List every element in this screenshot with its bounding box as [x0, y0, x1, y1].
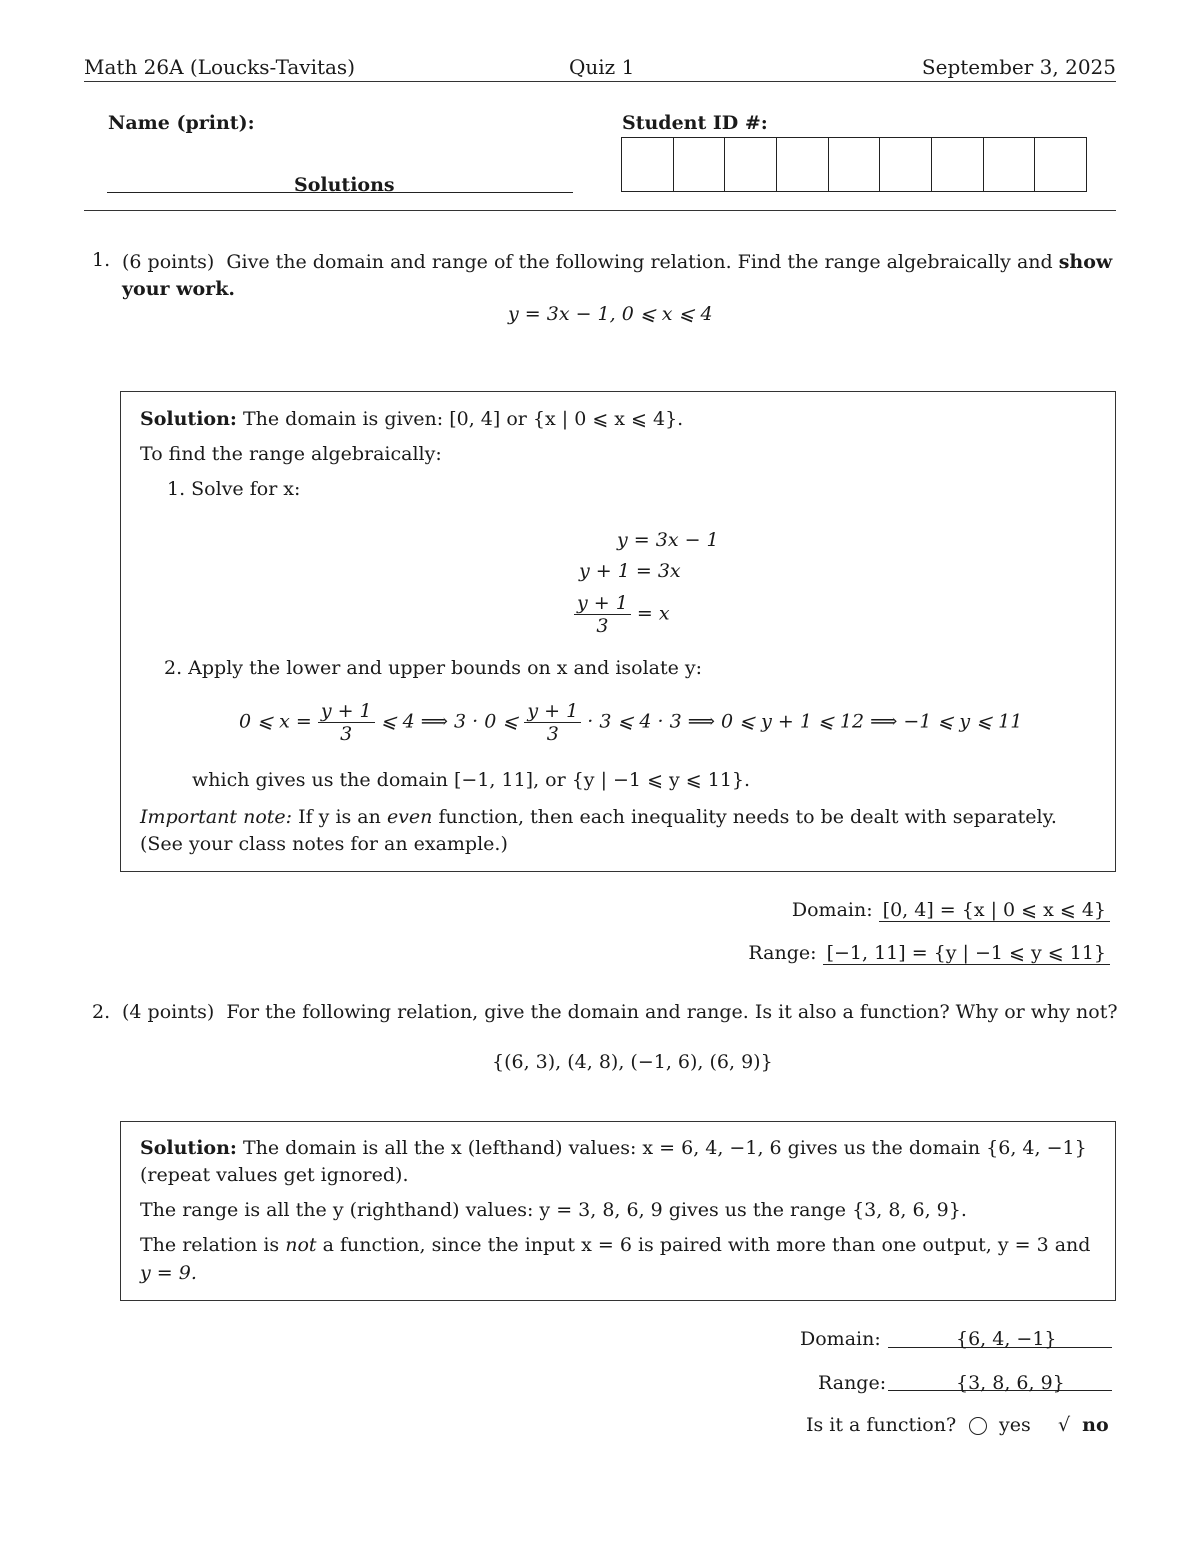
quiz-title: Quiz 1 — [569, 55, 635, 79]
q2-answer-domain-label: Domain: — [800, 1328, 881, 1350]
q1-note-c: class notes for an example.) — [238, 833, 508, 855]
q2-prompt-text: For the following relation, give the domain and range. Is it also a function? Why or why not? — [226, 1001, 1118, 1023]
id-digit-box[interactable] — [725, 138, 777, 191]
q1-inequality-chain — [239, 700, 1022, 745]
q1-note-label: Important note: — [140, 806, 293, 828]
q2-answer-range-label: Range: — [818, 1372, 887, 1394]
q1-equation: y = 3x − 1, 0 ⩽ x ⩽ 4 — [508, 303, 713, 325]
q1-chain-part-b: ⩽ 4 ⟹ 3 · 0 ⩽ — [380, 710, 519, 733]
id-digit-box[interactable] — [622, 138, 674, 191]
q1-note-a: If y is an — [298, 806, 381, 828]
id-digit-box[interactable] — [674, 138, 726, 191]
q2-line4b: a function, since the input x = 6 is paired with more than one output, y = 3 and — [322, 1234, 1091, 1256]
id-digit-box[interactable] — [777, 138, 829, 191]
q2-solution-label: Solution: — [140, 1137, 237, 1159]
quiz-date: September 3, 2025 — [921, 55, 1116, 79]
header-rule — [84, 81, 1116, 82]
student-id-label: Student ID #: — [622, 112, 768, 134]
q1-eq3-rhs: = x — [636, 602, 670, 625]
q1-solution-line-domain — [140, 408, 683, 430]
q1-note — [140, 804, 1100, 858]
name-label: Name (print): — [108, 112, 255, 134]
q1-chain-denominator-2: 3 — [546, 723, 559, 745]
q1-note-even: even — [386, 806, 433, 828]
q1-answer-domain-label: Domain: — [791, 899, 873, 921]
id-digit-box[interactable] — [829, 138, 881, 191]
q1-answer-range — [748, 942, 1110, 964]
q1-chain-numerator-2: y + 1 — [524, 700, 581, 723]
yes-radio-circle[interactable] — [969, 1417, 987, 1435]
q2-function-label: Is it a function? — [806, 1414, 957, 1436]
q1-note-b: function, then each inequality needs to be dealt with separately. (See your — [140, 806, 1057, 855]
no-label: no — [1082, 1414, 1109, 1436]
id-digit-box[interactable] — [932, 138, 984, 191]
q2-solution-line1 — [140, 1137, 1087, 1159]
q1-eq3-denominator: 3 — [596, 615, 609, 637]
q2-no-option[interactable] — [1058, 1414, 1109, 1436]
q1-prompt-text: Give the domain and range of the following relation. Find the range algebraically and — [226, 251, 1053, 273]
q1-eq3 — [574, 592, 670, 637]
q2-line3: The range is all the y (righthand) values: y = 3, 8, 6, 9 gives us the range {3, 8, 6, 9}. — [140, 1199, 967, 1221]
q1-chain-denominator: 3 — [340, 723, 353, 745]
id-digit-box[interactable] — [880, 138, 932, 191]
q1-eq1: y = 3x − 1 — [617, 529, 719, 551]
q1-points: (6 points) — [122, 251, 215, 273]
yes-label: yes — [999, 1414, 1031, 1436]
student-id-boxes[interactable] — [621, 137, 1087, 192]
q2-line4 — [140, 1234, 1090, 1256]
id-digit-box[interactable] — [984, 138, 1036, 191]
q2-line4-not: not — [285, 1234, 317, 1256]
q1-intro: To find the range algebraically: — [140, 443, 442, 465]
q2-prompt — [122, 1001, 1118, 1023]
q1-step2: 2. Apply the lower and upper bounds on x and isolate y: — [164, 657, 703, 679]
q1-gives: which gives us the domain [−1, 11], or {y | −1 ⩽ y ⩽ 11}. — [192, 769, 751, 791]
q1-eq3-numerator: y + 1 — [574, 592, 631, 615]
q2-number: 2. — [92, 1001, 111, 1023]
q1-answer-domain-value: [0, 4] = {x | 0 ⩽ x ⩽ 4} — [879, 899, 1110, 922]
q2-line2: (repeat values get ignored). — [140, 1164, 409, 1186]
q2-line1: The domain is all the x (lefthand) values: x = 6, 4, −1, 6 gives us the domain {6, 4, −1} — [242, 1137, 1087, 1159]
q1-prompt — [122, 249, 1116, 303]
q2-answer-domain-value: {6, 4, −1} — [956, 1328, 1057, 1350]
q2-relation: {(6, 3), (4, 8), (−1, 6), (6, 9)} — [492, 1051, 773, 1073]
section-rule — [84, 210, 1116, 211]
q1-chain-part-a: 0 ⩽ x = — [239, 710, 312, 733]
q1-domain-given: The domain is given: [0, 4] or {x | 0 ⩽ x ⩽ 4}. — [242, 408, 684, 430]
q1-answer-range-value: [−1, 11] = {y | −1 ⩽ y ⩽ 11} — [823, 942, 1110, 965]
q1-chain-numerator: y + 1 — [318, 700, 375, 723]
q1-prompt-bold: show your work. — [122, 251, 1113, 300]
q2-line4a: The relation is — [140, 1234, 280, 1256]
q2-yes-option[interactable] — [969, 1414, 1031, 1436]
q1-answer-range-label: Range: — [748, 942, 817, 964]
q1-chain-part-c: · 3 ⩽ 4 · 3 ⟹ 0 ⩽ y + 1 ⩽ 12 ⟹ −1 ⩽ y ⩽ 11 — [587, 710, 1023, 733]
q2-points: (4 points) — [122, 1001, 215, 1023]
name-value: Solutions — [294, 174, 395, 196]
q2-answer-range-value: {3, 8, 6, 9} — [956, 1372, 1065, 1394]
q1-step1: 1. Solve for x: — [167, 478, 301, 500]
q1-number: 1. — [92, 249, 111, 271]
id-digit-box[interactable] — [1035, 138, 1086, 191]
q1-answer-domain — [792, 899, 1110, 921]
course-title: Math 26A (Loucks-Tavitas) — [84, 55, 355, 79]
q2-line5: y = 9. — [140, 1262, 197, 1284]
q1-solution-label: Solution: — [140, 408, 237, 430]
check-mark-icon: √ — [1058, 1414, 1071, 1436]
q1-eq2: y + 1 = 3x — [579, 560, 681, 582]
q1-solution-box — [120, 391, 1116, 872]
q2-solution-box — [120, 1121, 1116, 1301]
